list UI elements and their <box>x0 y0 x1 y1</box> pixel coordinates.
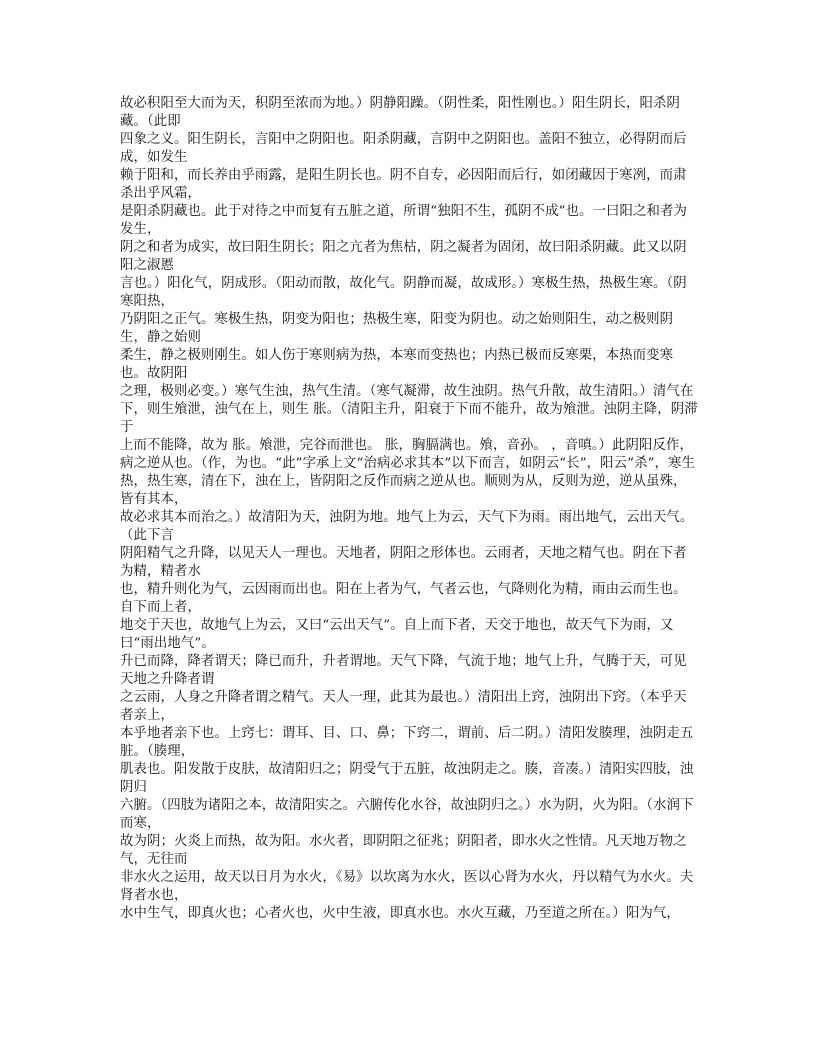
text-line-3: 赖于阳和，而长养由乎雨露，是阳生阴长也。阴不自专，必因阳而后行，如闭藏因于寒冽，而肃杀出乎风霜， <box>120 168 687 201</box>
text-line-17: 之云雨，人身之升降者谓之精气。天人一理，此其为最也。）清阳出上窍，浊阴出下窍。（本乎天者亲上， <box>120 690 687 723</box>
text-line-19: 肌表也。阳发散于皮肤，故清阳归之；阴受气于五脏，故浊阴走之。腠，音凑。）清阳实四肢，浊阴归 <box>120 762 694 795</box>
text-line-4: 是阳杀阴藏也。此于对待之中而复有五脏之道，所谓“独阳不生，孤阴不成”也。一曰阳之和者为发生， <box>120 204 688 237</box>
text-line-7: 乃阴阳之正气。寒极生热，阴变为阳也；热极生寒，阳变为阴也。动之始则阳生，动之极则阴生，静之始则 <box>120 312 674 345</box>
text-line-13: 阴阳精气之升降，以见天人一理也。天地者，阴阳之形体也。云雨者，天地之精气也。阴在下者为精，精者水 <box>120 546 687 579</box>
text-line-10: 上而不能降，故为 胀。飧泄，完谷而泄也。 胀，胸膈满也。飧，音孙。 ，音嗔。）此阴阳反作， <box>120 438 693 453</box>
text-line-6: 言也。）阳化气，阴成形。（阳动而散，故化气。阴静而凝，故成形。）寒极生热，热极生寒。（阴寒阳热， <box>120 276 687 309</box>
text-line-12: 故必求其本而治之。）故清阳为天，浊阴为地。地气上为云，天气下为雨。雨出地气，云出天气。（此下言 <box>120 510 694 543</box>
text-line-18: 本乎地者亲下也。上窍七：谓耳、目、口、鼻；下窍二，谓前、后二阴。）清阳发腠理，浊阴走五脏。（腠理， <box>120 726 694 759</box>
text-line-20: 六腑。（四肢为诸阳之本，故清阳实之。六腑传化水谷，故浊阴归之。）水为阴，火为阳。（水润下而寒， <box>120 798 694 831</box>
text-line-21: 故为阴；火炎上而热，故为阳。水火者，即阴阳之征兆；阴阳者，即水火之性情。凡天地万物之气，无往而 <box>120 834 687 867</box>
body-text <box>120 95 700 923</box>
text-line-5: 阴之和者为成实，故曰阳生阴长；阳之亢者为焦枯，阴之凝者为固闭，故曰阳杀阴藏。此又以阴阳之淑慝 <box>120 240 687 273</box>
text-line-22: 非水火之运用，故天以日月为水火，《易》以坎离为水火，医以心肾为水火，丹以精气为水火。夫肾者水也， <box>120 870 694 903</box>
text-line-14: 也，精升则化为气，云因雨而出也。阳在上者为气，气者云也，气降则化为精，雨由云而生也。自下而上者， <box>120 582 687 615</box>
text-line-9: 之理，极则必变。）寒气生浊，热气生清。（寒气凝滞，故生浊阴。热气升散，故生清阳。）清气在下，则生飧泄，浊气在上，则生 胀。（清阳主升，阳衰于下而不能升，故为飧泄。浊阴主降，阴滞于 <box>120 384 698 435</box>
text-line-1: 故必积阳至大而为天，积阴至浓而为地。）阴静阳躁。（阴性柔，阳性刚也。）阳生阴长，阳杀阴藏。（此即 <box>120 96 680 129</box>
text-line-15: 地交于天也，故地气上为云，又曰“云出天气”。自上而下者，天交于地也，故天气下为雨，又曰“雨出地气”。 <box>120 618 674 651</box>
text-line-8: 柔生，静之极则刚生。如人伤于寒则病为热，本寒而变热也；内热已极而反寒栗，本热而变寒也。故阴阳 <box>120 348 674 381</box>
text-line-11: 病之逆从也。（作，为也。“此”字承上文“治病必求其本”以下而言，如阴云“长”，阳云“杀”，寒生热，热生寒，清在下，浊在上，皆阴阳之反作而病之逆从也。顺则为从，反则为逆，逆从虽殊，皆有其本， <box>120 456 695 507</box>
text-line-23: 水中生气，即真火也；心者火也，火中生液，即真水也。水火互藏，乃至道之所在。）阳为气， <box>120 906 680 921</box>
text-line-2: 四象之义。阳生阴长，言阳中之阴阳也。阳杀阴藏，言阴中之阴阳也。盖阳不独立，必得阴而后成，如发生 <box>120 132 687 165</box>
text-line-16: 升已而降，降者谓天；降已而升，升者谓地。天气下降，气流于地；地气上升，气腾于天，可见天地之升降者谓 <box>120 654 687 687</box>
